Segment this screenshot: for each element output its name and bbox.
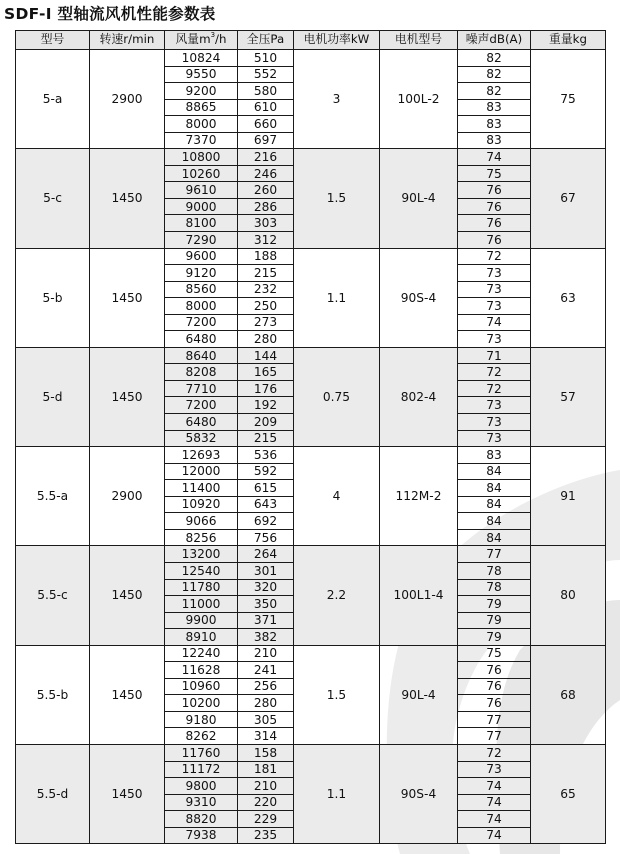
cell-power: 1.1 — [294, 744, 380, 843]
cell-noise: 74 — [458, 778, 531, 795]
cell-pressure: 592 — [238, 463, 294, 480]
cell-noise: 76 — [458, 232, 531, 249]
cell-power: 3 — [294, 50, 380, 149]
header-row — [16, 31, 606, 50]
cell-pressure: 305 — [238, 711, 294, 728]
cell-airflow: 10960 — [165, 678, 238, 695]
cell-noise: 76 — [458, 678, 531, 695]
cell-noise: 73 — [458, 298, 531, 315]
cell-airflow: 8640 — [165, 347, 238, 364]
cell-airflow: 12240 — [165, 645, 238, 662]
cell-airflow: 10800 — [165, 149, 238, 166]
cell-noise: 74 — [458, 811, 531, 828]
cell-pressure: 692 — [238, 513, 294, 530]
cell-pressure: 220 — [238, 794, 294, 811]
cell-airflow: 8865 — [165, 99, 238, 116]
cell-noise: 73 — [458, 761, 531, 778]
cell-noise: 79 — [458, 596, 531, 613]
cell-speed: 1450 — [90, 744, 165, 843]
cell-airflow: 10200 — [165, 695, 238, 712]
cell-noise: 74 — [458, 827, 531, 844]
cell-model: 5.5-a — [16, 447, 90, 546]
cell-noise: 73 — [458, 331, 531, 348]
header-pressure: 全压Pa — [238, 31, 294, 50]
cell-model: 5-a — [16, 50, 90, 149]
cell-pressure: 552 — [238, 66, 294, 83]
cell-airflow: 9550 — [165, 66, 238, 83]
cell-airflow: 10824 — [165, 50, 238, 67]
cell-airflow: 8262 — [165, 728, 238, 745]
cell-power: 4 — [294, 447, 380, 546]
cell-pressure: 510 — [238, 50, 294, 67]
cell-pressure: 256 — [238, 678, 294, 695]
cell-noise: 84 — [458, 480, 531, 497]
cell-noise: 82 — [458, 83, 531, 100]
cell-weight: 67 — [531, 149, 606, 248]
table-row — [16, 744, 606, 761]
cell-motor: 112M-2 — [380, 447, 458, 546]
cell-noise: 73 — [458, 430, 531, 447]
cell-airflow: 11760 — [165, 744, 238, 761]
performance-table — [15, 30, 606, 844]
cell-airflow: 6480 — [165, 331, 238, 348]
cell-noise: 76 — [458, 662, 531, 679]
cell-noise: 77 — [458, 728, 531, 745]
cell-airflow: 7710 — [165, 380, 238, 397]
cell-pressure: 580 — [238, 83, 294, 100]
cell-noise: 76 — [458, 695, 531, 712]
cell-airflow: 7938 — [165, 827, 238, 844]
cell-airflow: 11400 — [165, 480, 238, 497]
cell-speed: 2900 — [90, 447, 165, 546]
cell-noise: 84 — [458, 463, 531, 480]
cell-airflow: 8000 — [165, 116, 238, 133]
cell-pressure: 382 — [238, 629, 294, 646]
cell-noise: 76 — [458, 215, 531, 232]
cell-pressure: 273 — [238, 314, 294, 331]
cell-model: 5.5-b — [16, 645, 90, 744]
table-row — [16, 645, 606, 662]
cell-noise: 84 — [458, 513, 531, 530]
cell-pressure: 215 — [238, 265, 294, 282]
cell-motor: 90L-4 — [380, 645, 458, 744]
cell-noise: 79 — [458, 612, 531, 629]
cell-airflow: 7200 — [165, 314, 238, 331]
cell-pressure: 280 — [238, 695, 294, 712]
cell-airflow: 11780 — [165, 579, 238, 596]
cell-airflow: 8560 — [165, 281, 238, 298]
cell-speed: 1450 — [90, 149, 165, 248]
cell-airflow: 8100 — [165, 215, 238, 232]
cell-airflow: 9180 — [165, 711, 238, 728]
cell-noise: 83 — [458, 132, 531, 149]
cell-speed: 1450 — [90, 546, 165, 645]
cell-noise: 83 — [458, 99, 531, 116]
cell-pressure: 756 — [238, 529, 294, 546]
cell-motor: 100L-2 — [380, 50, 458, 149]
cell-noise: 78 — [458, 579, 531, 596]
cell-pressure: 314 — [238, 728, 294, 745]
cell-noise: 82 — [458, 66, 531, 83]
cell-power: 1.1 — [294, 248, 380, 347]
cell-pressure: 210 — [238, 778, 294, 795]
table-row — [16, 546, 606, 563]
cell-model: 5.5-d — [16, 744, 90, 843]
cell-pressure: 320 — [238, 579, 294, 596]
cell-power: 0.75 — [294, 347, 380, 446]
cell-noise: 83 — [458, 447, 531, 464]
cell-airflow: 9610 — [165, 182, 238, 199]
cell-pressure: 176 — [238, 380, 294, 397]
cell-pressure: 209 — [238, 414, 294, 431]
cell-airflow: 12000 — [165, 463, 238, 480]
cell-noise: 83 — [458, 116, 531, 133]
cell-pressure: 158 — [238, 744, 294, 761]
cell-pressure: 216 — [238, 149, 294, 166]
cell-airflow: 10920 — [165, 496, 238, 513]
cell-weight: 80 — [531, 546, 606, 645]
cell-noise: 76 — [458, 182, 531, 199]
cell-airflow: 7370 — [165, 132, 238, 149]
cell-airflow: 9310 — [165, 794, 238, 811]
cell-model: 5-c — [16, 149, 90, 248]
header-airflow: 风量$m^3/h$ — [165, 31, 238, 50]
cell-noise: 73 — [458, 265, 531, 282]
cell-pressure: 697 — [238, 132, 294, 149]
cell-pressure: 280 — [238, 331, 294, 348]
cell-airflow: 8910 — [165, 629, 238, 646]
cell-pressure: 610 — [238, 99, 294, 116]
cell-airflow: 9066 — [165, 513, 238, 530]
cell-noise: 84 — [458, 496, 531, 513]
cell-noise: 73 — [458, 281, 531, 298]
cell-pressure: 536 — [238, 447, 294, 464]
cell-noise: 74 — [458, 794, 531, 811]
header-noise: 噪声dB(A) — [458, 31, 531, 50]
cell-speed: 1450 — [90, 645, 165, 744]
table-row — [16, 149, 606, 166]
cell-pressure: 165 — [238, 364, 294, 381]
cell-model: 5.5-c — [16, 546, 90, 645]
table-row — [16, 347, 606, 364]
cell-pressure: 192 — [238, 397, 294, 414]
cell-airflow: 11000 — [165, 596, 238, 613]
cell-noise: 75 — [458, 165, 531, 182]
cell-airflow: 7290 — [165, 232, 238, 249]
cell-noise: 75 — [458, 645, 531, 662]
cell-pressure: 301 — [238, 562, 294, 579]
cell-airflow: 9000 — [165, 198, 238, 215]
cell-power: 1.5 — [294, 149, 380, 248]
cell-noise: 78 — [458, 562, 531, 579]
cell-airflow: 8256 — [165, 529, 238, 546]
cell-noise: 84 — [458, 529, 531, 546]
cell-airflow: 9600 — [165, 248, 238, 265]
cell-pressure: 371 — [238, 612, 294, 629]
cell-pressure: 660 — [238, 116, 294, 133]
cell-power: 2.2 — [294, 546, 380, 645]
cell-noise: 76 — [458, 198, 531, 215]
cell-motor: 802-4 — [380, 347, 458, 446]
cell-airflow: 8000 — [165, 298, 238, 315]
cell-motor: 90L-4 — [380, 149, 458, 248]
cell-pressure: 235 — [238, 827, 294, 844]
header-power: 电机功率kW — [294, 31, 380, 50]
cell-airflow: 9900 — [165, 612, 238, 629]
cell-noise: 72 — [458, 364, 531, 381]
cell-noise: 72 — [458, 380, 531, 397]
cell-airflow: 7200 — [165, 397, 238, 414]
cell-motor: 90S-4 — [380, 744, 458, 843]
cell-speed: 2900 — [90, 50, 165, 149]
cell-noise: 72 — [458, 248, 531, 265]
cell-pressure: 303 — [238, 215, 294, 232]
cell-pressure: 210 — [238, 645, 294, 662]
cell-pressure: 312 — [238, 232, 294, 249]
cell-speed: 1450 — [90, 248, 165, 347]
cell-airflow: 9800 — [165, 778, 238, 795]
cell-pressure: 286 — [238, 198, 294, 215]
page-title: SDF-I 型轴流风机性能参数表 — [4, 5, 216, 23]
cell-pressure: 241 — [238, 662, 294, 679]
cell-motor: 90S-4 — [380, 248, 458, 347]
cell-noise: 82 — [458, 50, 531, 67]
cell-noise: 77 — [458, 546, 531, 563]
header-motor: 电机型号 — [380, 31, 458, 50]
cell-airflow: 5832 — [165, 430, 238, 447]
header-model: 型号 — [16, 31, 90, 50]
cell-airflow: 9120 — [165, 265, 238, 282]
cell-noise: 77 — [458, 711, 531, 728]
cell-noise: 73 — [458, 414, 531, 431]
cell-weight: 68 — [531, 645, 606, 744]
cell-noise: 74 — [458, 314, 531, 331]
cell-airflow: 10260 — [165, 165, 238, 182]
cell-airflow: 9200 — [165, 83, 238, 100]
cell-pressure: 229 — [238, 811, 294, 828]
cell-noise: 73 — [458, 397, 531, 414]
cell-airflow: 12540 — [165, 562, 238, 579]
cell-airflow: 12693 — [165, 447, 238, 464]
cell-weight: 75 — [531, 50, 606, 149]
cell-pressure: 350 — [238, 596, 294, 613]
cell-pressure: 215 — [238, 430, 294, 447]
table-row — [16, 248, 606, 265]
cell-pressure: 264 — [238, 546, 294, 563]
cell-pressure: 181 — [238, 761, 294, 778]
cell-airflow: 6480 — [165, 414, 238, 431]
cell-speed: 1450 — [90, 347, 165, 446]
cell-model: 5-d — [16, 347, 90, 446]
cell-pressure: 144 — [238, 347, 294, 364]
cell-noise: 71 — [458, 347, 531, 364]
header-weight: 重量kg — [531, 31, 606, 50]
cell-weight: 63 — [531, 248, 606, 347]
table-row — [16, 447, 606, 464]
cell-pressure: 250 — [238, 298, 294, 315]
cell-noise: 74 — [458, 149, 531, 166]
cell-airflow: 13200 — [165, 546, 238, 563]
cell-weight: 57 — [531, 347, 606, 446]
cell-noise: 72 — [458, 744, 531, 761]
cell-pressure: 232 — [238, 281, 294, 298]
cell-airflow: 11172 — [165, 761, 238, 778]
table-row — [16, 50, 606, 67]
cell-weight: 65 — [531, 744, 606, 843]
cell-pressure: 615 — [238, 480, 294, 497]
cell-pressure: 643 — [238, 496, 294, 513]
cell-pressure: 260 — [238, 182, 294, 199]
cell-motor: 100L1-4 — [380, 546, 458, 645]
cell-model: 5-b — [16, 248, 90, 347]
cell-airflow: 11628 — [165, 662, 238, 679]
header-speed: 转速r/min — [90, 31, 165, 50]
cell-pressure: 246 — [238, 165, 294, 182]
cell-airflow: 8820 — [165, 811, 238, 828]
cell-pressure: 188 — [238, 248, 294, 265]
cell-power: 1.5 — [294, 645, 380, 744]
cell-airflow: 8208 — [165, 364, 238, 381]
cell-noise: 79 — [458, 629, 531, 646]
cell-weight: 91 — [531, 447, 606, 546]
